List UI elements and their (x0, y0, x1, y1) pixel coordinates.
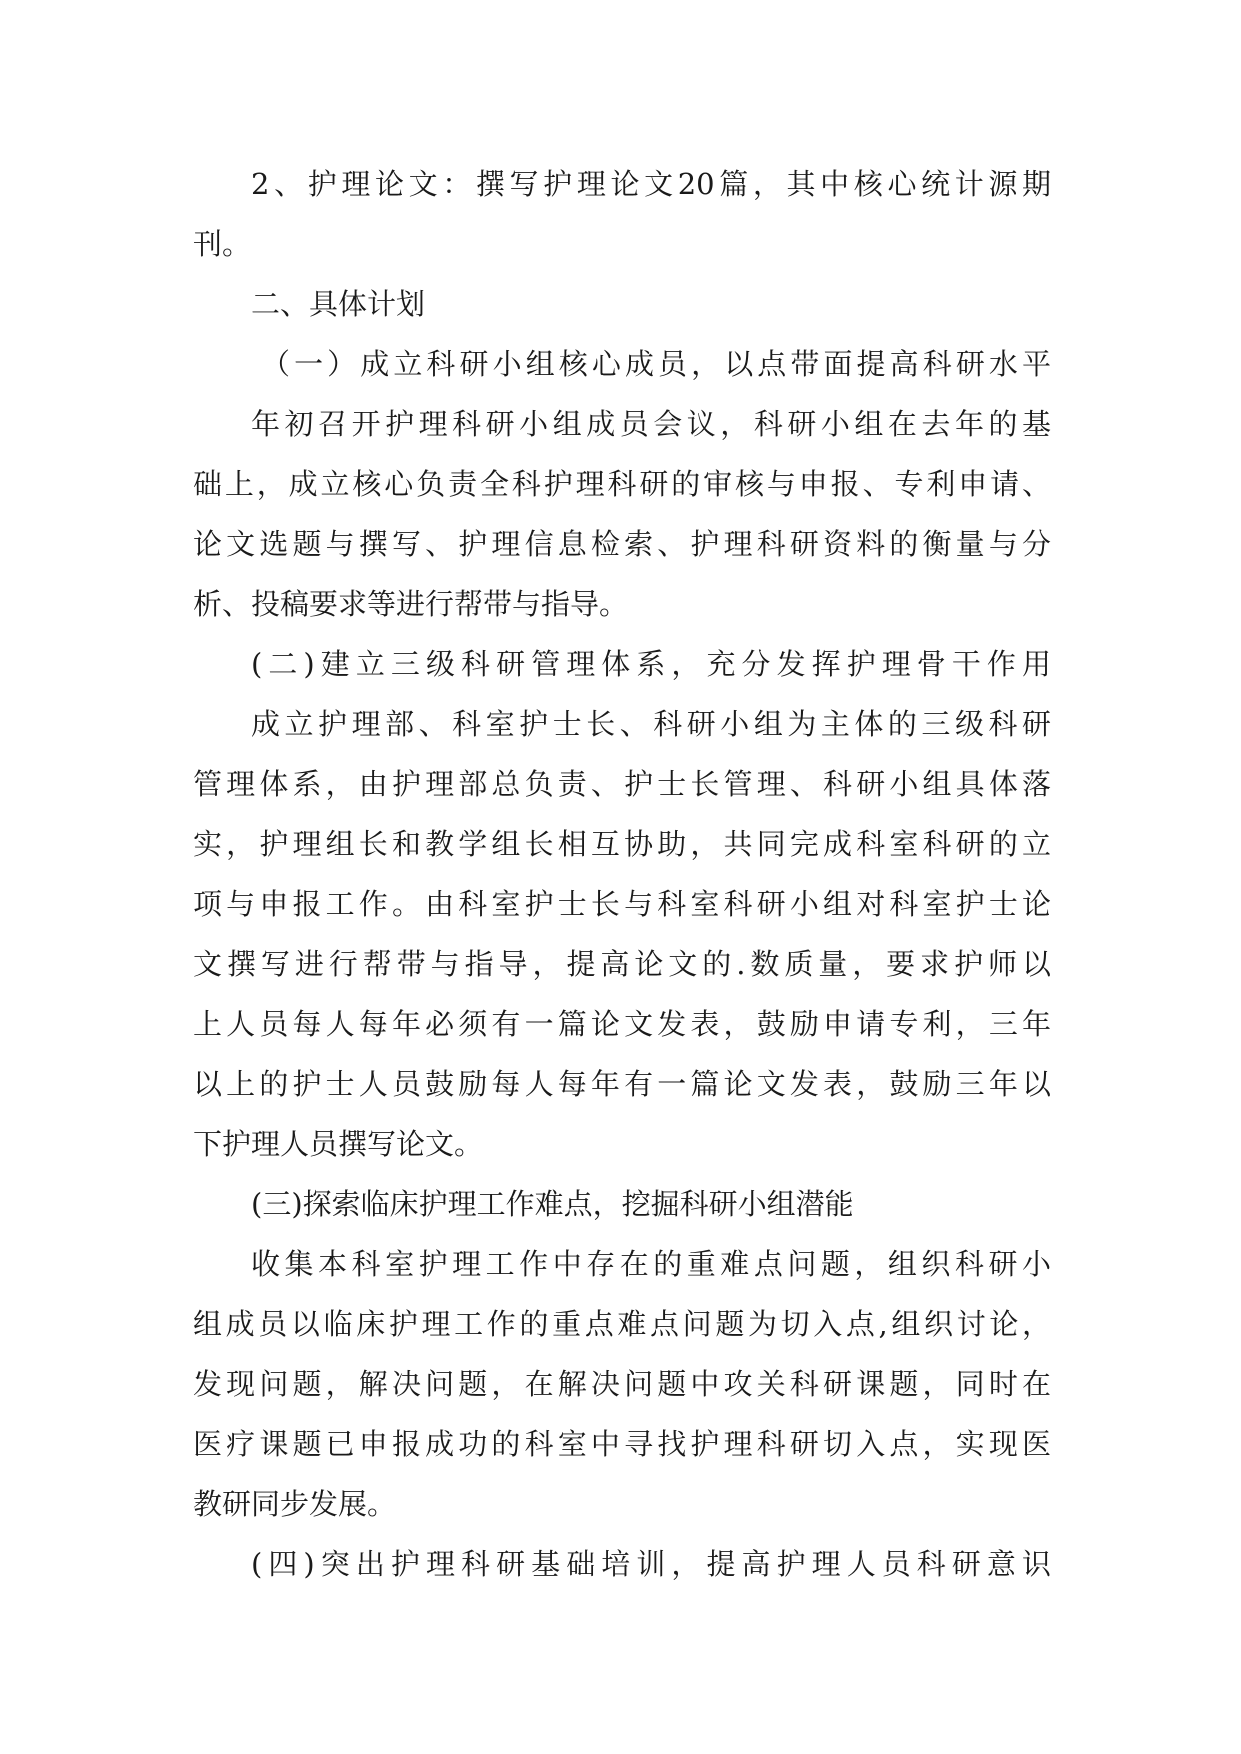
paragraph-line: 教研同步发展。 (193, 1487, 397, 1521)
paragraph-line: 医疗课题已申报成功的科室中寻找护理科研切入点，实现医 (193, 1427, 1051, 1461)
subsection-heading: (二)建立三级科研管理体系，充分发挥护理骨干作用 (251, 647, 1051, 681)
paragraph-line: 组成员以临床护理工作的重点难点问题为切入点,组织讨论， (193, 1307, 1051, 1341)
paragraph-line: 以上的护士人员鼓励每人每年有一篇论文发表，鼓励三年以 (193, 1067, 1051, 1101)
paragraph-line: 成立护理部、科室护士长、科研小组为主体的三级科研 (251, 707, 1051, 741)
paragraph-line: 年初召开护理科研小组成员会议，科研小组在去年的基 (251, 407, 1051, 441)
document-body (193, 154, 1051, 1594)
subsection-heading: （一）成立科研小组核心成员，以点带面提高科研水平 (261, 347, 1051, 381)
paragraph-line: 2、护理论文：撰写护理论文20篇，其中核心统计源期 (251, 167, 1051, 201)
paragraph-line: 发现问题，解决问题，在解决问题中攻关科研课题，同时在 (193, 1367, 1051, 1401)
paragraph-line: 项与申报工作。由科室护士长与科室科研小组对科室护士论 (193, 887, 1051, 921)
subsection-heading: (三)探索临床护理工作难点，挖掘科研小组潜能 (251, 1187, 854, 1221)
paragraph-line: 下护理人员撰写论文。 (193, 1127, 484, 1161)
paragraph-line: 管理体系，由护理部总负责、护士长管理、科研小组具体落 (193, 767, 1051, 801)
paragraph-line: 础上，成立核心负责全科护理科研的审核与申报、专利申请、 (193, 467, 1051, 501)
paragraph-line: 上人员每人每年必须有一篇论文发表，鼓励申请专利，三年 (193, 1007, 1051, 1041)
subsection-heading: (四)突出护理科研基础培训，提高护理人员科研意识 (251, 1547, 1051, 1581)
paragraph-line: 析、投稿要求等进行帮带与指导。 (193, 587, 629, 621)
paragraph-line: 论文选题与撰写、护理信息检索、护理科研资料的衡量与分 (193, 527, 1051, 561)
paragraph-line: 实，护理组长和教学组长相互协助，共同完成科室科研的立 (193, 827, 1051, 861)
paragraph-line: 收集本科室护理工作中存在的重难点问题，组织科研小 (251, 1247, 1051, 1281)
paragraph-line: 刊。 (193, 227, 252, 261)
section-heading: 二、具体计划 (251, 287, 426, 321)
paragraph-line: 文撰写进行帮带与指导，提高论文的.数质量，要求护师以 (193, 947, 1051, 981)
